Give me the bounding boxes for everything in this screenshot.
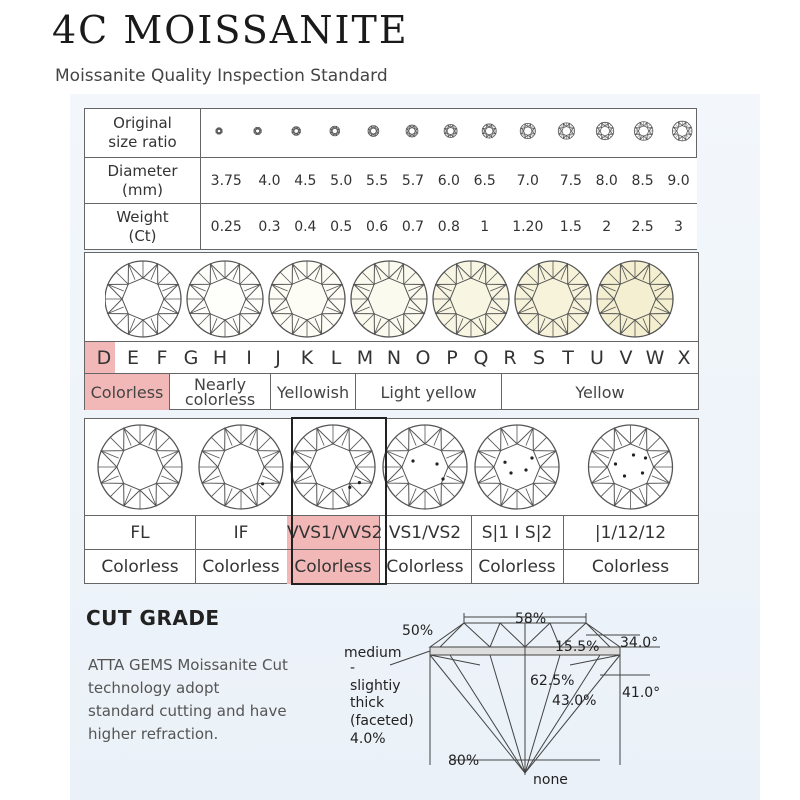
size-ratio-gem-row xyxy=(201,109,696,153)
diameter-value: 8.0 xyxy=(589,158,625,204)
color-letter: W xyxy=(645,347,665,369)
cut-label-62: 62.5% xyxy=(530,673,575,689)
color-grade-panel xyxy=(84,252,699,410)
weight-value: 1.20 xyxy=(503,204,553,250)
color-letter: O xyxy=(415,347,431,369)
size-gem xyxy=(444,125,457,138)
diameter-value: 3.75 xyxy=(201,158,252,204)
girdle-label-2: - xyxy=(350,660,356,676)
cut-label-culet: none xyxy=(533,772,568,788)
color-gem xyxy=(433,261,509,337)
color-letter: K xyxy=(300,347,314,369)
color-letter: G xyxy=(183,347,199,369)
clarity-color: Colorless xyxy=(85,550,196,584)
color-letter: X xyxy=(677,347,691,369)
cut-label-58: 58% xyxy=(515,611,547,627)
color-gem xyxy=(351,261,427,337)
clarity-gem xyxy=(291,425,375,509)
category-yellow: Yellow xyxy=(575,382,625,402)
diameter-value: 5.0 xyxy=(323,158,359,204)
size-gem xyxy=(254,127,262,135)
category-light-yellow: Light yellow xyxy=(356,374,502,410)
clarity-color: Colorless xyxy=(379,550,472,584)
size-gem xyxy=(216,128,222,134)
cut-label-15: 15.5% xyxy=(555,639,600,655)
color-letter: S xyxy=(532,347,546,369)
clarity-color: Colorless xyxy=(471,550,564,584)
diameter-value: 6.5 xyxy=(467,158,503,204)
category-yellowish: Yellowish xyxy=(271,374,356,410)
size-gem xyxy=(292,127,301,136)
diameter-value: 4.5 xyxy=(287,158,323,204)
color-gem xyxy=(105,261,181,337)
diameter-value: 4.0 xyxy=(252,158,288,204)
clarity-gem xyxy=(589,425,673,509)
weight-value: 0.3 xyxy=(252,204,288,250)
diameter-value: 6.0 xyxy=(431,158,467,204)
girdle-label-3: slightiy xyxy=(350,678,401,694)
diameter-value: 5.5 xyxy=(359,158,395,204)
weight-value: 0.7 xyxy=(395,204,431,250)
weight-value: 2.5 xyxy=(625,204,661,250)
girdle-label-6: 4.0% xyxy=(350,731,386,747)
clarity-gem xyxy=(98,425,182,509)
size-gem xyxy=(330,126,340,136)
clarity-grade: IF xyxy=(195,516,288,550)
size-gem xyxy=(520,123,535,138)
diameter-value: 7.5 xyxy=(553,158,589,204)
size-gem xyxy=(482,124,496,138)
weight-value: 3 xyxy=(661,204,697,250)
color-letter: E xyxy=(126,347,139,369)
clarity-grade: |1/12/12 xyxy=(594,523,667,543)
diameter-value: 8.5 xyxy=(625,158,661,204)
clarity-grade: S|1 I S|2 xyxy=(471,516,564,550)
clarity-grade: VVS1/VVS2 xyxy=(287,516,380,550)
weight-label: Weight (Ct) xyxy=(85,204,201,250)
weight-value: 0.6 xyxy=(359,204,395,250)
size-gem xyxy=(558,123,574,139)
cut-label-43: 43.0% xyxy=(552,693,597,709)
cut-description: ATTA GEMS Moissanite Cut technology adopt standard cutting and have higher refraction. xyxy=(88,656,288,743)
weight-value: 1 xyxy=(467,204,503,250)
size-gem xyxy=(596,122,613,139)
size-gem xyxy=(368,126,379,137)
ratio-label: Original size ratio xyxy=(85,109,201,158)
diameter-label: Diameter (mm) xyxy=(85,158,201,204)
cut-label-34: 34.0° xyxy=(620,635,659,651)
clarity-color-row xyxy=(85,549,698,584)
clarity-grade: VS1/VS2 xyxy=(379,516,472,550)
color-letter-row xyxy=(85,341,698,374)
cut-label-80: 80% xyxy=(448,753,480,769)
clarity-gem-row xyxy=(85,419,698,513)
weight-value: 2 xyxy=(589,204,625,250)
color-letter: T xyxy=(562,347,574,369)
diameter-value: 7.0 xyxy=(503,158,553,204)
color-letter: N xyxy=(386,347,402,369)
cut-label-41: 41.0° xyxy=(622,685,661,701)
color-category-row xyxy=(85,373,698,410)
color-letter: F xyxy=(156,347,168,369)
color-letter: L xyxy=(330,347,342,369)
cut-diagram xyxy=(340,605,700,795)
girdle-label-5: (faceted) xyxy=(350,713,414,729)
cut-grade-title: CUT GRADE xyxy=(86,606,220,630)
color-gem xyxy=(187,261,263,337)
clarity-color: Colorless xyxy=(287,550,380,584)
color-letter: R xyxy=(503,347,517,369)
color-letter: P xyxy=(446,347,458,369)
color-letter: U xyxy=(590,347,604,369)
size-table xyxy=(84,108,697,250)
color-letter: H xyxy=(212,347,228,369)
size-gem xyxy=(634,122,653,141)
clarity-gem xyxy=(383,425,467,509)
color-letter: Q xyxy=(473,347,489,369)
color-gem xyxy=(515,261,591,337)
color-gem xyxy=(597,261,673,337)
clarity-gem xyxy=(475,425,559,509)
clarity-color: Colorless xyxy=(591,557,670,577)
girdle-label-4: thick xyxy=(350,695,385,711)
size-gem xyxy=(672,121,692,141)
color-gem-row xyxy=(105,259,685,339)
category-nearly-colorless: Nearly colorless xyxy=(170,374,271,410)
weight-value: 1.5 xyxy=(553,204,589,250)
size-ratio-gems xyxy=(201,109,697,158)
diameter-value: 5.7 xyxy=(395,158,431,204)
color-letter: D xyxy=(96,347,112,369)
clarity-color: Colorless xyxy=(195,550,288,584)
category-colorless: Colorless xyxy=(85,374,170,410)
clarity-gem xyxy=(199,425,283,509)
color-letter: J xyxy=(275,347,281,369)
weight-value: 0.4 xyxy=(287,204,323,250)
weight-value: 0.5 xyxy=(323,204,359,250)
color-gem xyxy=(269,261,345,337)
clarity-grade-row xyxy=(85,515,698,550)
clarity-grade: FL xyxy=(85,516,196,550)
diameter-value: 9.0 xyxy=(661,158,697,204)
cut-label-50: 50% xyxy=(402,623,434,639)
size-gem xyxy=(406,125,418,137)
weight-value: 0.8 xyxy=(431,204,467,250)
color-letter: M xyxy=(356,347,374,369)
color-letter: I xyxy=(246,347,252,369)
color-letter: V xyxy=(619,347,633,369)
girdle-label-1: medium xyxy=(344,645,402,661)
page-subtitle: Moissanite Quality Inspection Standard xyxy=(55,66,388,86)
clarity-grade-panel xyxy=(84,418,699,584)
weight-value: 0.25 xyxy=(201,204,252,250)
page-title: 4C MOISSANITE xyxy=(52,8,409,52)
